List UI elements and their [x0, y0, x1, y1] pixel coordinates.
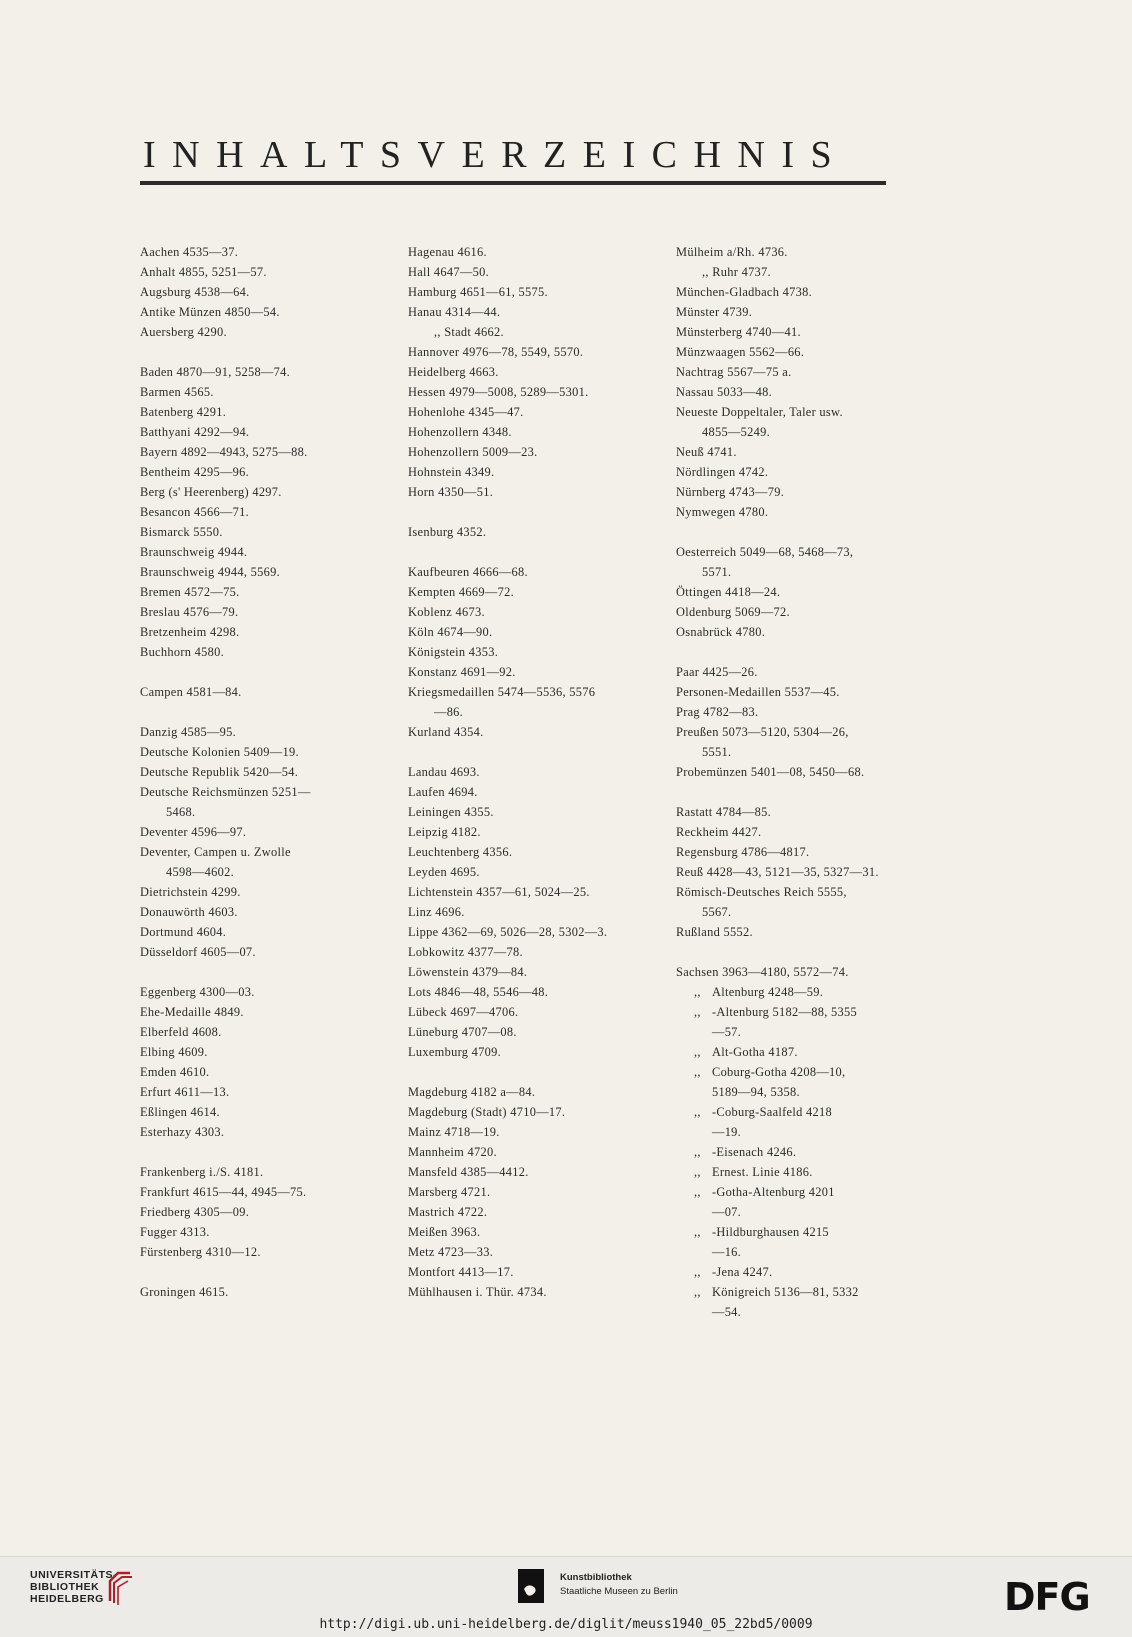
- index-entry: Kaufbeuren 4666—68.: [408, 565, 528, 579]
- index-entry-text: —54.: [712, 1305, 742, 1319]
- index-entry: Deutsche Republik 5420—54.: [140, 765, 299, 779]
- page-title: INHALTSVERZEICHNIS: [143, 134, 849, 176]
- index-entry-text: —57.: [712, 1025, 742, 1039]
- section-gap: [140, 662, 378, 682]
- index-entry: Münzwaagen 5562—66.: [676, 345, 805, 359]
- index-entry: Ehe-Medaille 4849.: [140, 1005, 244, 1019]
- index-entry: Dietrichstein 4299.: [140, 885, 241, 899]
- index-sub-entry: [676, 1242, 900, 1262]
- index-entry: Personen-Medaillen 5537—45.: [676, 685, 840, 699]
- ub-line-3: HEIDELBERG: [30, 1593, 104, 1605]
- ditto-mark: [676, 1022, 712, 1042]
- section-gap: [676, 782, 900, 802]
- index-entry: Marsberg 4721.: [408, 1185, 491, 1199]
- ub-line-1: UNIVERSITÄTS-: [30, 1569, 118, 1581]
- section-gap: [140, 1142, 378, 1162]
- index-entry: Römisch-Deutsches Reich 5555,: [676, 885, 847, 899]
- ditto-mark: ,,: [694, 1285, 701, 1299]
- section-gap: [140, 702, 378, 722]
- index-entry: Lots 4846—48, 5546—48.: [408, 985, 549, 999]
- index-entry: Fürstenberg 4310—12.: [140, 1245, 261, 1259]
- section-gap: [408, 542, 646, 562]
- index-entry: Düsseldorf 4605—07.: [140, 945, 256, 959]
- section-gap: [140, 1262, 378, 1282]
- index-entry: Hessen 4979—5008, 5289—5301.: [408, 385, 589, 399]
- index-entry: Reckheim 4427.: [676, 825, 762, 839]
- index-entry: Bayern 4892—4943, 5275—88.: [140, 445, 308, 459]
- index-entry: Metz 4723—33.: [408, 1245, 494, 1259]
- index-entry: Lichtenstein 4357—61, 5024—25.: [408, 885, 590, 899]
- index-entry-continuation: 5468.: [166, 805, 196, 819]
- index-entry: Mansfeld 4385—4412.: [408, 1165, 529, 1179]
- index-entry: Mastrich 4722.: [408, 1205, 488, 1219]
- index-entry: Elbing 4609.: [140, 1045, 208, 1059]
- index-entry: Fugger 4313.: [140, 1225, 210, 1239]
- index-entry: Nassau 5033—48.: [676, 385, 773, 399]
- index-entry: Neuß 4741.: [676, 445, 737, 459]
- index-entry: Deventer 4596—97.: [140, 825, 247, 839]
- ditto-mark: ,,: [694, 1105, 701, 1119]
- index-entry: Magdeburg (Stadt) 4710—17.: [408, 1105, 566, 1119]
- ditto-mark: [676, 1242, 712, 1262]
- index-entry: Mühlhausen i. Thür. 4734.: [408, 1285, 547, 1299]
- index-entry-continuation: 5567.: [702, 905, 732, 919]
- index-entry: Braunschweig 4944, 5569.: [140, 565, 281, 579]
- index-entry: Löwenstein 4379—84.: [408, 965, 528, 979]
- ditto-mark: [676, 1082, 712, 1102]
- index-sub-entry: [676, 1082, 900, 1102]
- index-entry-text: —16.: [712, 1245, 742, 1259]
- index-entry: Deutsche Reichsmünzen 5251—: [140, 785, 311, 799]
- index-column-3: [676, 242, 900, 1322]
- index-entry: Neueste Doppeltaler, Taler usw.: [676, 405, 843, 419]
- index-entry: Mainz 4718—19.: [408, 1125, 500, 1139]
- index-entry: Kriegsmedaillen 5474—5536, 5576: [408, 685, 596, 699]
- index-entry: Besancon 4566—71.: [140, 505, 250, 519]
- index-entry: München-Gladbach 4738.: [676, 285, 812, 299]
- index-entry: Münster 4739.: [676, 305, 753, 319]
- source-url[interactable]: http://digi.ub.uni-heidelberg.de/diglit/meuss1940_05_22bd5/0009: [319, 1617, 813, 1632]
- index-entry: Bremen 4572—75.: [140, 585, 240, 599]
- dfg-logo: DFG: [1004, 1575, 1090, 1619]
- index-entry-text: Coburg-Gotha 4208—10,: [712, 1065, 846, 1079]
- index-entry-text: -Eisenach 4246.: [712, 1145, 797, 1159]
- section-gap: [676, 522, 900, 542]
- index-sub-entry: [676, 1162, 900, 1182]
- index-entry: Frankenberg i./S. 4181.: [140, 1165, 264, 1179]
- index-entry: Elberfeld 4608.: [140, 1025, 222, 1039]
- index-entry: Batthyani 4292—94.: [140, 425, 250, 439]
- index-entry-text: —19.: [712, 1125, 742, 1139]
- index-entry: Auersberg 4290.: [140, 325, 227, 339]
- index-entry: Bretzenheim 4298.: [140, 625, 240, 639]
- kb-name: Kunstbibliothek: [560, 1572, 632, 1583]
- ditto-mark: ,,: [694, 1265, 701, 1279]
- index-entry: Donauwörth 4603.: [140, 905, 238, 919]
- index-entry: Laufen 4694.: [408, 785, 478, 799]
- index-entry: Regensburg 4786—4817.: [676, 845, 810, 859]
- kunstbibliothek-label: [560, 1571, 678, 1599]
- section-gap: [408, 1062, 646, 1082]
- index-sub-entry: [676, 1222, 900, 1242]
- index-entry: Batenberg 4291.: [140, 405, 227, 419]
- index-entry: Landau 4693.: [408, 765, 480, 779]
- index-entry: Isenburg 4352.: [408, 525, 487, 539]
- index-entry: Magdeburg 4182 a—84.: [408, 1085, 536, 1099]
- index-sub-entry: [676, 1262, 900, 1282]
- index-entry: Bismarck 5550.: [140, 525, 223, 539]
- index-sub-entry: [676, 1202, 900, 1222]
- index-entry: Linz 4696.: [408, 905, 465, 919]
- index-entry: Antike Münzen 4850—54.: [140, 305, 280, 319]
- index-entry: Münsterberg 4740—41.: [676, 325, 801, 339]
- index-entry: Hanau 4314—44.: [408, 305, 501, 319]
- index-entry: Oesterreich 5049—68, 5468—73,: [676, 545, 854, 559]
- index-entry-text: Altenburg 4248—59.: [712, 985, 824, 999]
- index-entry: Leyden 4695.: [408, 865, 480, 879]
- index-entry-text: Ernest. Linie 4186.: [712, 1165, 813, 1179]
- index-entry: Nördlingen 4742.: [676, 465, 769, 479]
- index-entry: Baden 4870—91, 5258—74.: [140, 365, 291, 379]
- section-gap: [408, 502, 646, 522]
- ditto-mark: ,,: [694, 1065, 701, 1079]
- index-entry: Breslau 4576—79.: [140, 605, 239, 619]
- index-entry-text: -Hildburghausen 4215: [712, 1225, 829, 1239]
- ditto-mark: ,,: [694, 985, 701, 999]
- ditto-mark: ,,: [694, 1185, 701, 1199]
- index-column-1: [140, 242, 378, 1302]
- index-entry-continuation: 4855—5249.: [702, 425, 771, 439]
- index-entry: Friedberg 4305—09.: [140, 1205, 250, 1219]
- index-entry: Danzig 4585—95.: [140, 725, 237, 739]
- index-sub-entry: [676, 1282, 900, 1302]
- ditto-mark: [676, 1122, 712, 1142]
- index-entry: Heidelberg 4663.: [408, 365, 499, 379]
- index-entry: Nürnberg 4743—79.: [676, 485, 785, 499]
- index-entry: Reuß 4428—43, 5121—35, 5327—31.: [676, 865, 879, 879]
- index-entry: Meißen 3963.: [408, 1225, 481, 1239]
- index-entry-text: Alt-Gotha 4187.: [712, 1045, 798, 1059]
- index-entry: Oldenburg 5069—72.: [676, 605, 790, 619]
- ditto-mark: [676, 1202, 712, 1222]
- index-entry: Preußen 5073—5120, 5304—26,: [676, 725, 849, 739]
- index-entry: Hohenzollern 5009—23.: [408, 445, 538, 459]
- index-entry: Deutsche Kolonien 5409—19.: [140, 745, 299, 759]
- ub-line-2: BIBLIOTHEK: [30, 1581, 100, 1593]
- index-entry-text: Königreich 5136—81, 5332: [712, 1285, 859, 1299]
- section-gap: [676, 642, 900, 662]
- title-rule: [140, 181, 886, 185]
- ditto-mark: ,,: [694, 1145, 701, 1159]
- index-entry: Buchhorn 4580.: [140, 645, 225, 659]
- index-entry: Erfurt 4611—13.: [140, 1085, 230, 1099]
- ub-heidelberg-logo-icon: [104, 1567, 134, 1607]
- index-entry-text: -Altenburg 5182—88, 5355: [712, 1005, 857, 1019]
- index-entry: Augsburg 4538—64.: [140, 285, 250, 299]
- index-column-2: [408, 242, 646, 1302]
- index-entry: Anhalt 4855, 5251—57.: [140, 265, 267, 279]
- index-entry: Montfort 4413—17.: [408, 1265, 514, 1279]
- index-entry: Koblenz 4673.: [408, 605, 485, 619]
- index-entry: Hohenlohe 4345—47.: [408, 405, 524, 419]
- index-entry: Nymwegen 4780.: [676, 505, 769, 519]
- footer-bar: [0, 1556, 1132, 1637]
- index-entry: Paar 4425—26.: [676, 665, 758, 679]
- index-entry: Barmen 4565.: [140, 385, 214, 399]
- index-entry: Aachen 4535—37.: [140, 245, 239, 259]
- ditto-mark: [676, 1302, 712, 1322]
- index-entry: Mülheim a/Rh. 4736.: [676, 245, 788, 259]
- index-entry: Eggenberg 4300—03.: [140, 985, 255, 999]
- index-entry: Rastatt 4784—85.: [676, 805, 771, 819]
- index-entry: Osnabrück 4780.: [676, 625, 766, 639]
- index-entry: Groningen 4615.: [140, 1285, 229, 1299]
- index-entry-continuation: 5551.: [702, 745, 732, 759]
- index-sub-entry: [676, 1122, 900, 1142]
- index-sub-entry: [676, 1022, 900, 1042]
- index-entry: Hagenau 4616.: [408, 245, 487, 259]
- ditto-mark: ,,: [694, 1005, 701, 1019]
- index-sub-entry: [676, 1102, 900, 1122]
- section-gap: [140, 962, 378, 982]
- index-sub-entry: [676, 1042, 900, 1062]
- index-entry: Kurland 4354.: [408, 725, 484, 739]
- index-sub-entry: [676, 1182, 900, 1202]
- index-entry-text: -Gotha-Altenburg 4201: [712, 1185, 835, 1199]
- ditto-mark: ,,: [694, 1165, 701, 1179]
- index-entry-text: -Jena 4247.: [712, 1265, 773, 1279]
- index-entry: Esterhazy 4303.: [140, 1125, 225, 1139]
- index-entry-text: 5189—94, 5358.: [712, 1085, 800, 1099]
- section-gap: [408, 742, 646, 762]
- index-entry: Horn 4350—51.: [408, 485, 494, 499]
- index-entry: Leipzig 4182.: [408, 825, 481, 839]
- index-entry: Hohnstein 4349.: [408, 465, 495, 479]
- index-entry-continuation: ,, Stadt 4662.: [434, 325, 504, 339]
- index-entry: Deventer, Campen u. Zwolle: [140, 845, 291, 859]
- index-entry: Lippe 4362—69, 5026—28, 5302—3.: [408, 925, 608, 939]
- index-entry: Prag 4782—83.: [676, 705, 759, 719]
- index-entry-continuation: ,, Ruhr 4737.: [702, 265, 771, 279]
- index-entry: Leiningen 4355.: [408, 805, 494, 819]
- section-gap: [140, 342, 378, 362]
- index-entry: Hohenzollern 4348.: [408, 425, 512, 439]
- index-entry-text: —07.: [712, 1205, 742, 1219]
- index-entry: Nachtrag 5567—75 a.: [676, 365, 792, 379]
- index-entry: Königstein 4353.: [408, 645, 499, 659]
- index-entry: Luxemburg 4709.: [408, 1045, 502, 1059]
- index-entry: Lübeck 4697—4706.: [408, 1005, 519, 1019]
- index-entry: Hamburg 4651—61, 5575.: [408, 285, 548, 299]
- index-entry-text: -Coburg-Saalfeld 4218: [712, 1105, 832, 1119]
- index-sub-entry: [676, 1302, 900, 1322]
- index-entry: Dortmund 4604.: [140, 925, 227, 939]
- index-entry-continuation: 5571.: [702, 565, 732, 579]
- index-sub-entry: [676, 1142, 900, 1162]
- index-entry: Hannover 4976—78, 5549, 5570.: [408, 345, 584, 359]
- index-entry: Mannheim 4720.: [408, 1145, 497, 1159]
- index-entry: Kempten 4669—72.: [408, 585, 514, 599]
- ditto-mark: ,,: [694, 1225, 701, 1239]
- index-entry: Bentheim 4295—96.: [140, 465, 250, 479]
- index-entry: Leuchtenberg 4356.: [408, 845, 513, 859]
- index-entry: Sachsen 3963—4180, 5572—74.: [676, 965, 849, 979]
- index-entry: Lobkowitz 4377—78.: [408, 945, 523, 959]
- index-entry: Rußland 5552.: [676, 925, 753, 939]
- ditto-mark: ,,: [694, 1045, 701, 1059]
- index-entry: Lüneburg 4707—08.: [408, 1025, 517, 1039]
- index-entry: Öttingen 4418—24.: [676, 585, 781, 599]
- index-entry: Emden 4610.: [140, 1065, 210, 1079]
- section-gap: [676, 942, 900, 962]
- index-sub-entry: [676, 1062, 900, 1082]
- index-sub-entry: [676, 982, 900, 1002]
- index-entry: Eßlingen 4614.: [140, 1105, 220, 1119]
- kunstbibliothek-logo-icon: [518, 1569, 544, 1603]
- index-sub-entry: [676, 1002, 900, 1022]
- index-entry: Probemünzen 5401—08, 5450—68.: [676, 765, 865, 779]
- index-entry: Hall 4647—50.: [408, 265, 489, 279]
- index-entry: Braunschweig 4944.: [140, 545, 248, 559]
- index-entry: Frankfurt 4615—44, 4945—75.: [140, 1185, 307, 1199]
- kb-subtitle: Staatliche Museen zu Berlin: [560, 1586, 678, 1597]
- index-entry: Berg (s' Heerenberg) 4297.: [140, 485, 282, 499]
- index-entry: Köln 4674—90.: [408, 625, 493, 639]
- index-entry: Campen 4581—84.: [140, 685, 242, 699]
- index-entry-continuation: —86.: [434, 705, 464, 719]
- index-entry: Konstanz 4691—92.: [408, 665, 516, 679]
- index-entry-continuation: 4598—4602.: [166, 865, 235, 879]
